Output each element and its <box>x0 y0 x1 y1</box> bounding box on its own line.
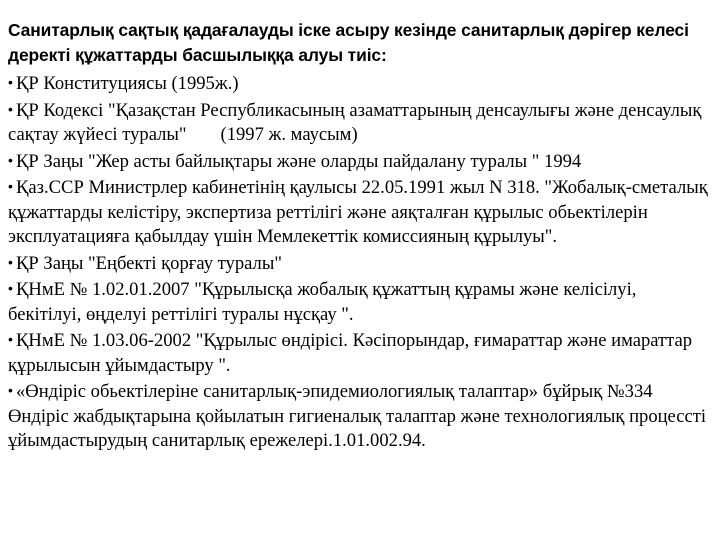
list-item-text: «Өндіріс обьектілеріне санитарлық-эпидемиологиялық талаптар» бұйрық №334 Өндіріс жабдықтарына қойылатын гигиеналық талаптар және технологиялық процессті ұйымдастырудың санитарлық ережелері.1.01.002.94. <box>8 381 707 451</box>
list-item-text: ҚНмЕ № 1.02.01.2007 "Құрылысқа жобалық құжаттың құрамы және келісілуі, бекітілуі, өңделуі реттілігі туралы нұсқау ". <box>8 279 637 325</box>
bullet-icon: • <box>8 178 13 194</box>
list-item-text: ҚР Кодексі "Қазақстан Республикасының азаматтарының денсаулығы және денсаулық сақтау жүйесі туралы" <box>8 99 702 145</box>
bullet-icon: • <box>8 280 13 296</box>
slide-content <box>8 18 712 454</box>
bullet-icon: • <box>8 331 13 347</box>
list-item <box>8 174 712 250</box>
bullet-icon: • <box>8 74 13 90</box>
list-item <box>8 378 712 454</box>
list-item-text: ҚР Конституциясы (1995ж.) <box>16 73 239 94</box>
list-item <box>8 97 712 148</box>
list-item <box>8 148 712 175</box>
document-list <box>8 70 712 454</box>
list-item-text: ҚР Заңы "Жер асты байлықтары және оларды пайдалану туралы " 1994 <box>16 150 582 172</box>
slide-heading: Санитарлық сақтық қадағалауды іске асыру кезінде санитарлық дәрігер келесі деректі құжаттарды басшылыққа алуы тиіс: <box>8 20 689 65</box>
bullet-icon: • <box>8 253 13 270</box>
bullet-icon: • <box>8 100 13 117</box>
list-item <box>8 70 712 97</box>
list-item <box>8 276 712 327</box>
list-item-text: ҚНмЕ № 1.03.06-2002 "Құрылыс өндірісі. Кәсіпорындар, ғимараттар және имараттар құрылысын ұйымдастыру ". <box>8 330 693 376</box>
list-item-text: ҚР Заңы "Еңбекті қорғау туралы" <box>16 252 282 274</box>
list-item <box>8 327 712 378</box>
bullet-icon: • <box>8 382 13 398</box>
list-item <box>8 250 712 277</box>
list-item-text: Қаз.ССР Министрлер кабинетінің қаулысы 22.05.1991 жыл N 318. "Жобалық-сметалық құжаттарды келістіру, экспертиза реттілігі және аяқталған құрылыс обьектілерін эксплуатацияға қабылдау үшін Мемлекеттік комиссияның құрылуы". <box>8 177 708 247</box>
bullet-icon: • <box>8 151 13 168</box>
list-item-date: (1997 ж. маусым) <box>220 124 358 145</box>
